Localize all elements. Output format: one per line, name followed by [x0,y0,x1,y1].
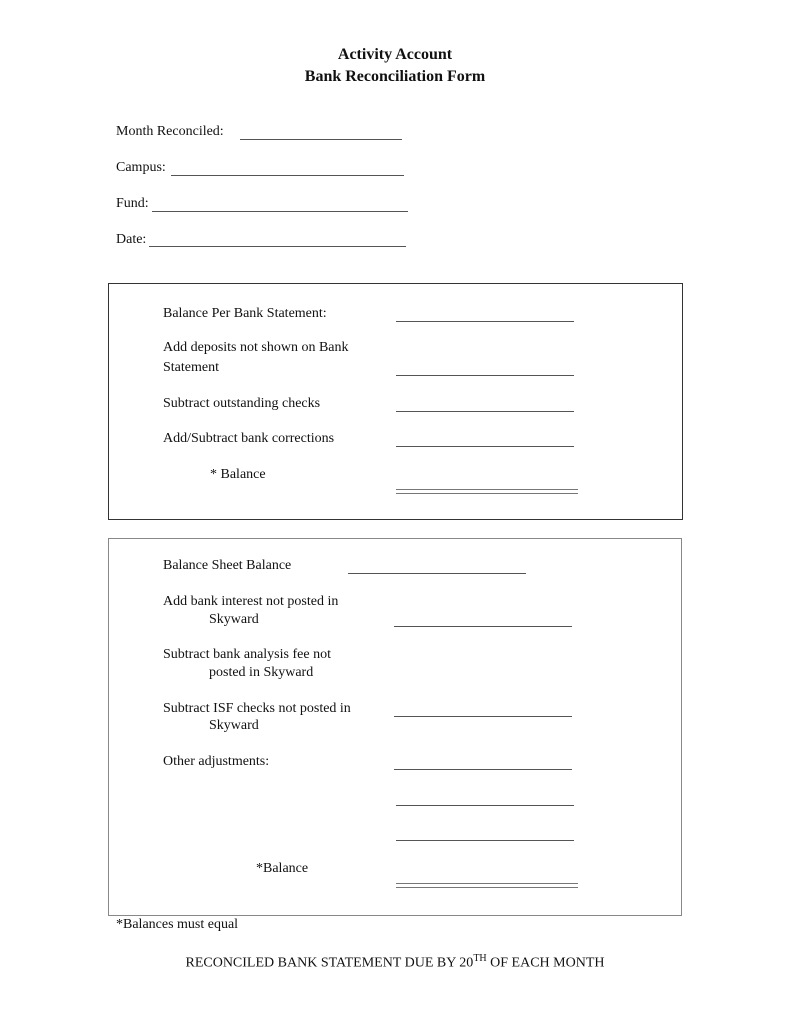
other-adjustments-label: Other adjustments: [163,754,270,769]
bank-balance-field[interactable] [396,489,578,494]
isf-checks-label-1: Subtract ISF checks not posted in [163,701,351,716]
bank-balance-label: * Balance [210,467,266,482]
date-field[interactable] [149,246,406,247]
campus-label: Campus: [116,160,166,175]
bank-interest-label-1: Add bank interest not posted in [163,594,339,609]
month-reconciled-field[interactable] [240,139,402,140]
other-adjustment-field-2[interactable] [396,805,574,806]
bank-interest-label-2: Skyward [209,612,259,627]
balance-sheet-balance-label: Balance Sheet Balance [163,558,292,573]
bank-corrections-label: Add/Subtract bank corrections [163,431,335,446]
add-deposits-field[interactable] [396,375,574,376]
isf-checks-label-2: Skyward [209,718,259,733]
other-adjustment-field-1[interactable] [394,769,572,770]
due-notice-suffix: OF EACH MONTH [486,955,605,971]
due-notice-sup: TH [473,953,487,964]
analysis-fee-label-2: posted in Skyward [209,665,314,680]
analysis-fee-label-1: Subtract bank analysis fee not [163,647,331,662]
bank-interest-field[interactable] [394,626,572,627]
form-subtitle: Bank Reconciliation Form [304,68,486,85]
isf-checks-field[interactable] [394,716,572,717]
outstanding-checks-field[interactable] [396,411,574,412]
balance-per-bank-label: Balance Per Bank Statement: [163,306,327,321]
month-reconciled-label: Month Reconciled: [116,124,224,139]
due-notice-prefix: RECONCILED BANK STATEMENT DUE BY 20 [185,955,474,971]
add-deposits-label-1: Add deposits not shown on Bank [163,340,349,355]
campus-field[interactable] [171,175,404,176]
form-title: Activity Account [337,46,453,63]
add-deposits-label-2: Statement [163,360,219,375]
balance-per-bank-field[interactable] [396,321,574,322]
fund-label: Fund: [116,196,149,211]
date-label: Date: [116,232,147,247]
fund-field[interactable] [152,211,408,212]
due-notice [0,953,790,972]
balance-sheet-balance-field[interactable] [348,573,526,574]
books-balance-field[interactable] [396,883,578,888]
other-adjustment-field-3[interactable] [396,840,574,841]
outstanding-checks-label: Subtract outstanding checks [163,396,321,411]
balances-note: *Balances must equal [116,917,239,932]
books-balance-label: *Balance [256,861,309,876]
bank-corrections-field[interactable] [396,446,574,447]
